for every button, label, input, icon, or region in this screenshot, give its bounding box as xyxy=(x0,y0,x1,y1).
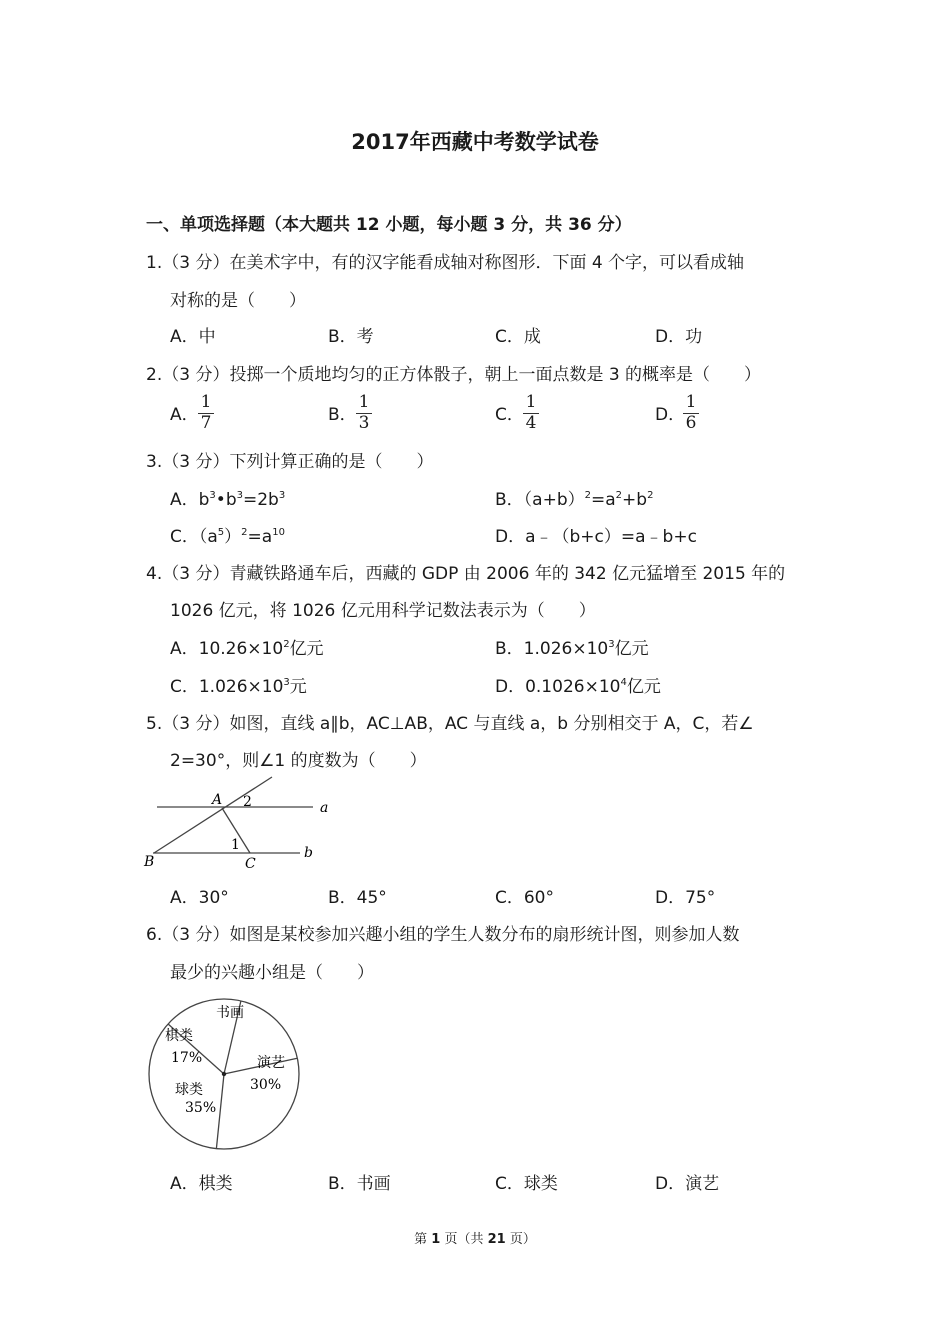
label-angle-1: 1 xyxy=(231,837,240,853)
question-6-line-2: 最少的兴趣小组是（ ） xyxy=(170,963,374,983)
page-footer: 第 1 页（共 21 页） xyxy=(414,1232,536,1247)
q2-option-c: C． xyxy=(495,405,524,425)
q2-option-b: B． xyxy=(328,405,357,425)
q5-option-a: A．30° xyxy=(170,888,229,908)
slice-label-qiulei: 球类 xyxy=(175,1082,203,1098)
q2-option-d: D． xyxy=(655,405,686,425)
q1-option-d: D．功 xyxy=(655,327,703,347)
line-ab xyxy=(154,777,272,853)
question-1-line-1: 1.（3 分）在美术字中，有的汉字能看成轴对称图形．下面 4 个字，可以看成轴 xyxy=(146,253,745,273)
pie-center xyxy=(222,1072,226,1076)
q5-option-c: C．60° xyxy=(495,888,555,908)
q1-option-c: C．成 xyxy=(495,327,541,347)
q4-option-b: B．$1.026\times 10^3$亿元 xyxy=(495,639,649,659)
q6-option-c: C．球类 xyxy=(495,1174,558,1194)
q5-option-d: D．75° xyxy=(655,888,716,908)
question-5-line-2: 2=30°，则∠1 的度数为（ ） xyxy=(170,751,427,771)
q3-option-c: C．$(a^5)^2=a^{10}$ xyxy=(170,527,285,547)
page-title: 2017年西藏中考数学试卷 xyxy=(351,130,599,154)
q4-option-a: A．$10.26\times 10^2$亿元 xyxy=(170,639,324,659)
label-point-b: B xyxy=(144,854,155,870)
slice-label-qilei: 棋类 xyxy=(165,1028,193,1044)
label-angle-2: 2 xyxy=(243,794,252,810)
label-line-b: b xyxy=(304,845,313,861)
q5-option-b: B．45° xyxy=(328,888,387,908)
q3-option-d: D．a﹣（b+c）=a﹣b+c xyxy=(495,527,697,547)
question-3-line-1: 3.（3 分）下列计算正确的是（ ） xyxy=(146,452,434,472)
q2-option-b-fraction: $\frac{1}{3}$ xyxy=(356,393,372,433)
q6-option-a: A．棋类 xyxy=(170,1174,233,1194)
slice-value-qilei: 17% xyxy=(171,1050,203,1066)
q2-option-d-fraction: $\frac{1}{6}$ xyxy=(683,393,699,433)
q1-option-a: A．中 xyxy=(170,327,216,347)
section-heading: 一、单项选择题（本大题共 12 小题，每小题 3 分，共 36 分） xyxy=(146,215,632,235)
slice-label-shuhua: 书画 xyxy=(216,1005,244,1021)
question-4-line-1: 4.（3 分）青藏铁路通车后，西藏的 GDP 由 2006 年的 342 亿元猛增至 2015 年的 xyxy=(146,564,786,584)
q1-option-b: B．考 xyxy=(328,327,374,347)
label-line-a: a xyxy=(320,800,329,816)
slice-value-qiulei: 35% xyxy=(185,1100,217,1116)
q4-option-d: D．$0.1026\times 10^4$亿元 xyxy=(495,677,661,697)
q3-option-a: A．$b^3•b^3=2b^3$ xyxy=(170,490,286,510)
question-4-line-2: 1026 亿元，将 1026 亿元用科学记数法表示为（ ） xyxy=(170,601,596,621)
q6-option-b: B．书画 xyxy=(328,1174,391,1194)
question-2-line-1: 2.（3 分）投掷一个质地均匀的正方体骰子，朝上一面点数是 3 的概率是（ ） xyxy=(146,365,762,385)
label-point-c: C xyxy=(245,856,256,872)
q2-option-a-fraction: $\frac{1}{7}$ xyxy=(198,393,214,433)
q6-option-d: D．演艺 xyxy=(655,1174,720,1194)
pie-slice-boundary-2 xyxy=(216,1074,224,1149)
q3-option-b: B．$(a+b)^2=a^2+b^2$ xyxy=(495,490,654,510)
question-1-line-2: 对称的是（ ） xyxy=(170,291,306,311)
slice-label-yanyi: 演艺 xyxy=(257,1055,285,1071)
question-5-line-1: 5.（3 分）如图，直线 a∥b，AC⊥AB，AC 与直线 a，b 分别相交于 A，C，若∠ xyxy=(146,714,754,734)
geometry-figure xyxy=(140,772,340,872)
q2-option-a: A． xyxy=(170,405,199,425)
q2-option-c-fraction: $\frac{1}{4}$ xyxy=(523,393,539,433)
pie-chart xyxy=(140,992,310,1154)
slice-value-yanyi: 30% xyxy=(250,1077,282,1093)
q4-option-c: C．$1.026\times 10^3$元 xyxy=(170,677,307,697)
label-point-a: A xyxy=(212,792,223,808)
question-6-line-1: 6.（3 分）如图是某校参加兴趣小组的学生人数分布的扇形统计图，则参加人数 xyxy=(146,925,740,945)
